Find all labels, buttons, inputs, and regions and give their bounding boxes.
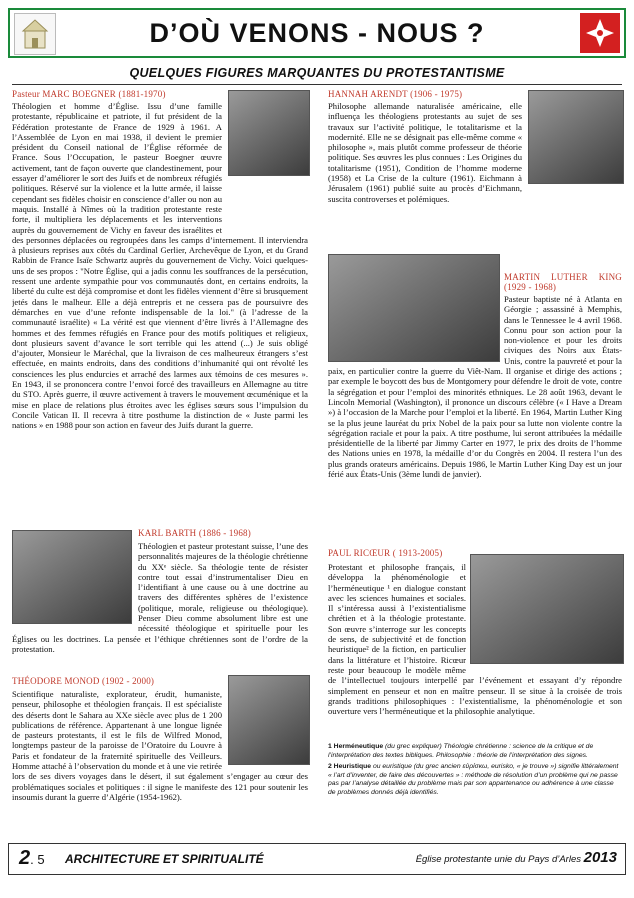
footnote-2-text: ou euristique (du grec ancien εὑρίσκω, eurisko, « je trouve ») signifie littéralement « l’art d’inventer, de faire des découvertes » : méthode de résolution d’un problème qui ne passe pas par l’analyse détaillée du problème mais par son appartenance ou adhérence à une classe de problèmes donnés déjà identifiés. [328, 763, 619, 796]
page-title: D’OÙ VENONS - NOUS ? [149, 18, 485, 48]
barth-text [12, 541, 308, 671]
mlk-text [328, 294, 622, 526]
photo-spacer [12, 541, 138, 629]
footnote-2-term: 2 Heuristique [328, 763, 372, 771]
footnote-1-term: 1 Herméneutique [328, 743, 384, 750]
barth-heading: KARL BARTH (1886 - 1968) [138, 528, 251, 538]
page-number-sub: . 5 [30, 852, 45, 867]
footnote-1-text: (du grec expliquer) Théologie chrétienne : science de la critique et de l’interprétation des textes bibliques. Philosophie : théorie de l’interprétation des signes. [328, 743, 594, 759]
barth-body: Théologien et pasteur protestant suisse, l’une des personnalités majeures de la théologie chrétienne du XXᵉ siècle. Sa théologie tente de résister contre tout essai d’instrumentaliser Dieu en l’identifiant à une cause ou à une doctrine au travers des différentes sphères de l’existence (politique, morale, religieuse ou théologique). Penser Dieu comme absolument libre est une nécessité théologique et spirituelle pour les Églises ou les doctrines. La pensée et l’éthique chrétiennes sont de l’ordre de la protestation. [12, 541, 308, 654]
footnotes [328, 743, 622, 839]
footer-section: ARCHITECTURE ET SPIRITUALITÉ [65, 852, 264, 866]
monod-text [12, 689, 308, 839]
footer-church [416, 849, 617, 866]
boegner-body: Théologien et homme d’Église. Issu d’une famille protestante, républicaine et patriote, il fut président de la Fédération protestante de France de 1929 à 1961. A l’Assemblée de Lyon en mai 1938, il devient le premier président du Conseil national de l’Église réformée de France. Sous l’Occupation, le pasteur Boegner œuvre activement, tant de façon ouverte que clandestinement, pour essayer d’améliorer le sort des Juifs et de nombreux réfugiés politiques. Réservé sur la violence et la lutte armée, il laisse cependant ses fidèles choisir en conscience d’aller ou non au maquis. Installé à Nîmes où la tradition protestante reste forte, il multipliera les déplacements et les interventions auprès du gouvernement de Vichy en faveur des israélites et des personnes déplacées ou regroupées dans les camps d’internement. Il interviendra à plusieurs reprises aux côtés du Cardinal Gerlier, Archevêque de Lyon, et du Grand Rabbin de France Isaïe Schwartz auprès du gouvernement de Vichy. Voici quelques-uns de ses propos : "Notre Église, qui a jadis connu les souffrances de la persécution, ressent une ardente sympathie pour vos communautés dont, en certains endroits, la liberté du culte est déjà compromise et dont les fidèles viennent d’être si brusquement jetés dans le malheur. Elle a déjà entrepris et ne cessera pas de poursuivre des démarches en vue d’une refonte indispensable de la loi." (à l’adresse de la communauté israélite) « La vérité est que viennent d’être livrés à l’Allemagne des hommes et des femmes réfugiés en France pour des motifs politiques et religieux, dont plusieurs savent d’avance le sort terrible qui les attend (...) Je suis obligé d’ajouter, Monsieur le Maréchal, que la livraison de ces malheureux étrangers s’est effectuée, en maints endroits, dans des conditions d’inhumanité qui ont révolté les consciences les plus endurcies et arraché des larmes aux témoins de ces mesures ». En 1943, il se prononcera contre l’envoi forcé des travailleurs en Allemagne au titre du STO. Après guerre, il œuvre activement à travers le mouvement œcuménique et la mise en place de relations plus étroites avec les églises sœurs sous l’impulsion du Concile Vatican II. Il recevra à titre posthume la distinction de « Juste parmi les nations » en 1988 pour son action en faveur des Juifs durant la guerre. [12, 101, 308, 431]
photo-spacer [328, 294, 504, 364]
divider [12, 84, 622, 85]
photo-spacer [466, 562, 622, 666]
page-subtitle: QUELQUES FIGURES MARQUANTES DU PROTESTANTISME [129, 66, 505, 80]
page-number [19, 847, 45, 870]
boegner-text [12, 101, 308, 521]
arendt-heading: HANNAH ARENDT (1906 - 1975) [328, 89, 463, 99]
footer-church-name: Église protestante unie du Pays d’Arles [415, 854, 581, 865]
mlk-body: Pasteur baptiste né à Atlanta en Géorgie ; assassiné à Memphis, dans le Tennessee le 4 avril 1968. Connu pour son action pour la non-violence et pour les droits civiques des Noirs aux États-Unis, contre la pauvreté et pour la paix, en particulier contre la guerre du Viêt-Nam. Il organise et dirige des actions ; par exemple le boycott des bus de Montgomery pour défendre le droit de vote, contre la ségrégation et pour l’emploi des minorités ethniques. Le 28 août 1963, devant le Lincoln Memorial (Washington), il prononce un discours célèbre (« I Have a Dream ») à l’occasion de la Marche pour l’emploi et la liberté. En 1964, Martin Luther King se la plus jeune lauréat du prix Nobel de la paix pour sa lutte non violente contre la ségrégation raciale et pour la paix. A titre posthume, lui seront attribuées la médaille présidentielle de la liberté par Jimmy Carter en 1977, le prix des droits de l’homme des Nations unies en 1978, la médaille d’or du Congrès en 2004. Il restera l’un des plus grands orateurs américains. Depuis 1986, le Martin Luther King Day est un jour férié aux États-Unis (3ème lundi de janvier). [328, 294, 622, 480]
ricoeur-heading: PAUL RICŒUR ( 1913-2005) [328, 548, 443, 558]
photo-spacer [222, 101, 308, 229]
monod-heading: THÉODORE MONOD (1902 - 2000) [12, 676, 155, 686]
arendt-text [328, 101, 622, 251]
footer-year: 2013 [583, 849, 617, 866]
huguenot-cross-icon [580, 13, 620, 53]
footnote-1 [328, 743, 622, 760]
footnote-2 [328, 763, 622, 797]
photo-spacer [522, 101, 622, 185]
page-header [8, 8, 626, 58]
boegner-heading: Pasteur MARC BOEGNER (1881-1970) [12, 89, 166, 99]
ricoeur-body: Protestant et philosophe français, il développa la phénoménologie et l’herméneutique ¹ en dialogue constant avec les sciences humaines et sociales. Il s’intéressa aussi à l’existentialisme chrétien et à la théologie protestante. Son œuvre s’interroge sur les concepts de sens, de subjectivité et de fonction heuristique² de la fiction, en particulier dans la littérature et l’histoire. Ricœur reste pour beaucoup le modèle même de l’intellectuel toujours interpellé par l’événement et essayant d’y répondre simplement en penseur et non en maître penseur. Il se situe à la croisée de trois grands traditions philosophiques : l’existentialisme, la phénoménologie et son ouverture vers l’herméneutique et la philosophie analytique. [328, 562, 622, 717]
photo-spacer [222, 689, 308, 771]
page-footer [8, 843, 626, 875]
page-number-main: 2 [19, 847, 31, 869]
monod-body: Scientifique naturaliste, explorateur, érudit, humaniste, penseur, philosophe et théologien français. Il est spécialiste des déserts dont le Sahara au XXe siècle avec plus de 1 200 publications de référence. Appartenant à une longue lignée de pasteurs protestants, il est le fils de Wilfred Monod, longtemps pasteur de la paroisse de l’Oratoire du Louvre à Paris et fondateur de la fraternité spirituelle des Veilleurs. Homme attaché à l’observation du monde et à une vie retirée lors de ses divers voyages dans le désert, il sut également s’engager au cœur des problématiques sociales et politiques : il signe le manifeste des 121 pour soutenir les insoumis durant la guerre d’Algérie (1954-1962). [12, 689, 308, 802]
mlk-heading: MARTIN LUTHER KING (1929 - 1968) [504, 272, 622, 292]
ricoeur-text [328, 562, 622, 740]
arendt-body: Philosophe allemande naturalisée américaine, elle influença les théologiens protestants au sujet de ses travaux sur l’activité politique, le totalitarisme et la modernité. Elle ne se désignait pas elle-même comme « philosophe », mais plutôt comme professeur de théorie politique. Ses œuvres les plus connues : Les Origines du totalitarisme (1951), Condition de l’homme moderne (1958) et La Crise de la culture (1961). Eichmann à Jérusalem (1961) publié suite au procès d’Eichmann, suscita controverses et polémiques. [328, 101, 522, 204]
